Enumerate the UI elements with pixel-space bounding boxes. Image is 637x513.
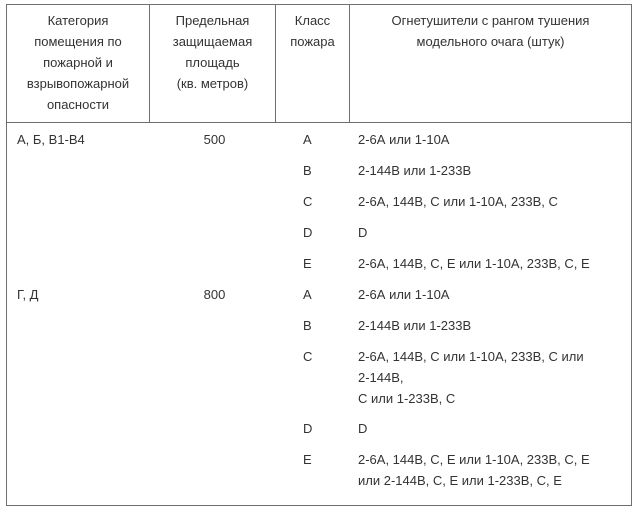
fire-class-cell: B bbox=[303, 163, 312, 178]
fire-class-cell: A bbox=[303, 287, 312, 302]
area-cell: 800 bbox=[203, 287, 226, 302]
extinguisher-cell: D bbox=[358, 225, 368, 240]
fire-class-cell: D bbox=[303, 225, 313, 240]
fire-class-cell: E bbox=[303, 256, 312, 271]
extinguisher-cell: 2-144В или 1-233В bbox=[358, 318, 472, 333]
fire-class-cell: D bbox=[303, 421, 313, 436]
extinguisher-cell: 2-6А, 144В, С или 1-10А, 233В, С bbox=[358, 194, 558, 209]
extinguisher-cell: 2-6А или 1-10А bbox=[358, 132, 450, 147]
fire-class-cell: E bbox=[303, 452, 312, 467]
extinguisher-norms-table bbox=[6, 4, 632, 506]
category-cell: Г, Д bbox=[17, 287, 39, 302]
table-header bbox=[7, 5, 631, 123]
extinguisher-cell: 2-144В или 1-233В bbox=[358, 163, 472, 178]
header-room-category: Категория помещения по пожарной и взрывопожарной опасности bbox=[26, 13, 130, 112]
fire-class-cell: C bbox=[303, 194, 313, 209]
extinguisher-cell: 2-6А или 1-10А bbox=[358, 287, 450, 302]
fire-class-cell: B bbox=[303, 318, 312, 333]
fire-class-cell: A bbox=[303, 132, 312, 147]
fire-class-cell: C bbox=[303, 349, 313, 364]
extinguisher-cell: D bbox=[358, 421, 368, 436]
extinguisher-cell: 2-6А, 144В, С, Е или 1-10А, 233В, С, Е или 2-144В, С, Е или 1-233В, С, Е bbox=[358, 452, 590, 488]
extinguisher-cell: 2-6А, 144В, С или 1-10А, 233В, С или 2-144В, С или 1-233В, С bbox=[358, 349, 584, 406]
header-max-area: Предельная защищаемая площадь (кв. метров) bbox=[172, 13, 253, 91]
category-cell: А, Б, В1-В4 bbox=[17, 132, 85, 147]
header-fire-class: Класс пожара bbox=[290, 13, 335, 49]
extinguisher-cell: 2-6А, 144В, С, Е или 1-10А, 233В, С, Е bbox=[358, 256, 590, 271]
area-cell: 500 bbox=[203, 132, 226, 147]
header-extinguishers: Огнетушители с рангом тушения модельного очага (штук) bbox=[391, 13, 590, 49]
